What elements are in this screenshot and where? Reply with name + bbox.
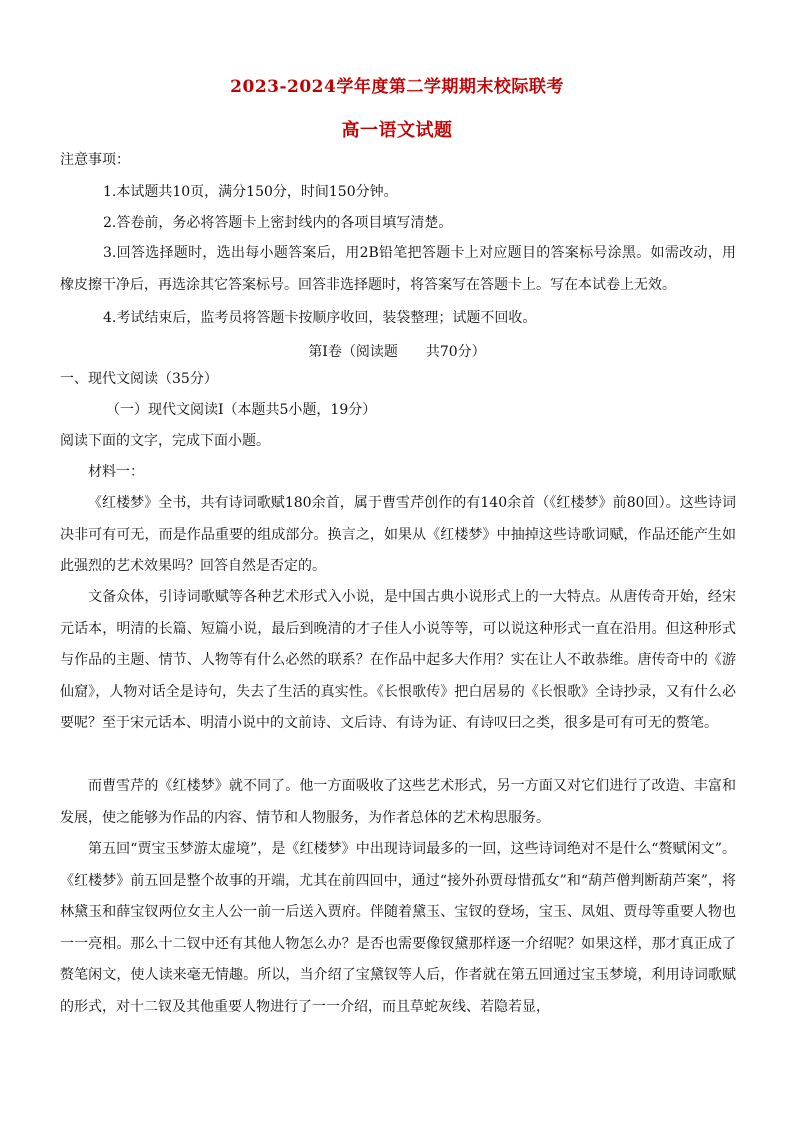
material-label: 材料一：	[88, 464, 144, 480]
section-heading: 一、现代文阅读（35分）	[60, 371, 218, 387]
exam-subtitle: 高一语文试题	[341, 120, 453, 141]
sub-section-heading: （一）现代文阅读Ⅰ（本题共5小题，19分）	[106, 402, 377, 418]
notice-heading: 注意事项：	[60, 152, 130, 168]
passage-paragraph-1: 《红楼梦》全书，共有诗词歌赋180余首，属于曹雪芹创作的有140余首（《红楼梦》前80回）。这些诗词决非可有可无，而是作品重要的组成部分。换言之，如果从《红楼梦》中抽掉这些诗歌词赋，作品还能产生如此强烈的艺术效果吗？回答自然是否定的。	[60, 495, 736, 574]
exam-title: 2023-2024学年度第二学期期末校际联考	[230, 77, 564, 97]
notice-item-3: 3.回答选择题时，选出每小题答案后，用2B铅笔把答题卡上对应题目的答案标号涂黑。如需改动，用橡皮擦干净后，再选涂其它答案标号。回答非选择题时，将答案写在答题卡上。写在本试卷上无效。	[60, 245, 736, 293]
notice-item-1: 1.本试题共10页，满分150分，时间150分钟。	[103, 184, 398, 200]
volume-heading: 第Ⅰ卷（阅读题 共70分）	[308, 344, 486, 360]
notice-item-4: 4.考试结束后，监考员将答题卡按顺序收回，装袋整理；试题不回收。	[103, 310, 537, 326]
passage-paragraph-3: 而曹雪芹的《红楼梦》就不同了。他一方面吸收了这些艺术形式，另一方面又对它们进行了改造、丰富和发展，使之能够为作品的内容、情节和人物服务，为作者总体的艺术构思服务。	[60, 778, 736, 826]
reading-instruction: 阅读下面的文字，完成下面小题。	[60, 433, 270, 449]
passage-paragraph-2: 文备众体，引诗词歌赋等各种艺术形式入小说，是中国古典小说形式上的一大特点。从唐传奇开始，经宋元话本，明清的长篇、短篇小说，最后到晚清的才子佳人小说等等，可以说这种形式一直在沿用。但这种形式与作品的主题、情节、人物等有什么必然的联系？在作品中起多大作用？实在让人不敢恭维。唐传奇中的《游仙窟》，人物对话全是诗句，失去了生活的真实性。《长恨歌传》把白居易的《长恨歌》全诗抄录，又有什么必要呢？至于宋元话本、明清小说中的文前诗、文后诗、有诗为证、有诗叹曰之类，很多是可有可无的赘笔。	[60, 589, 736, 731]
passage-paragraph-4: 第五回“贾宝玉梦游太虚境”，是《红楼梦》中出现诗词最多的一回，这些诗词绝对不是什么“赘赋闲文”。《红楼梦》前五回是整个故事的开端，尤其在前四回中，通过“接外孙贾母惜孤女”和“葫芦僧判断葫芦案”，将林黛玉和薛宝钗两位女主人公一前一后送入贾府。伴随着黛玉、宝钗的登场，宝玉、凤姐、贾母等重要人物也一一亮相。那么十二钗中还有其他人物怎么办？是否也需要像钗黛那样逐一介绍呢？如果这样，那才真正成了赘笔闲文，使人读来毫无情趣。所以，当介绍了宝黛钗等人后，作者就在第五回通过宝玉梦境，利用诗词歌赋的形式，对十二钗及其他重要人物进行了一一介绍，而且草蛇灰线、若隐若显，	[60, 841, 736, 1015]
notice-item-2: 2.答卷前，务必将答题卡上密封线内的各项目填写清楚。	[103, 215, 453, 231]
